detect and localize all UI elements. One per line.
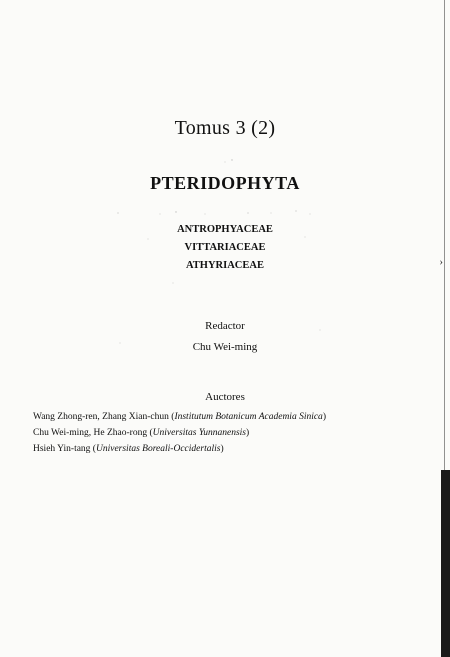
author-institution: Universitas Yunnanensis: [152, 428, 246, 438]
scan-edge-mark-icon: ›: [439, 256, 443, 268]
division-title: PTERIDOPHYTA: [150, 173, 300, 193]
author-names: Wang Zhong-ren, Zhang Xian-chun (: [33, 412, 175, 422]
redactor-name: Chu Wei-ming: [192, 341, 258, 353]
family-item: ATHYRIACEAE: [186, 260, 264, 271]
family-item: VITTARIACEAE: [184, 242, 266, 253]
author-close-paren: ): [220, 444, 224, 454]
auctores-label: Auctores: [205, 391, 245, 403]
author-close-paren: ): [245, 428, 250, 438]
family-item: ANTROPHYACEAE: [177, 224, 273, 235]
author-institution: Universitas Boreali-Occidertalis: [95, 444, 221, 454]
volume-title: Tomus 3 (2): [174, 117, 276, 139]
author-names: Hsieh Yin-tang (: [33, 444, 96, 454]
author-close-paren: ): [322, 412, 326, 422]
redactor-label: Redactor: [205, 320, 245, 332]
author-names: Chu Wei-ming, He Zhao-rong (: [33, 428, 153, 438]
author-institution: Institutum Botanicum Academia Sinica: [174, 412, 323, 422]
